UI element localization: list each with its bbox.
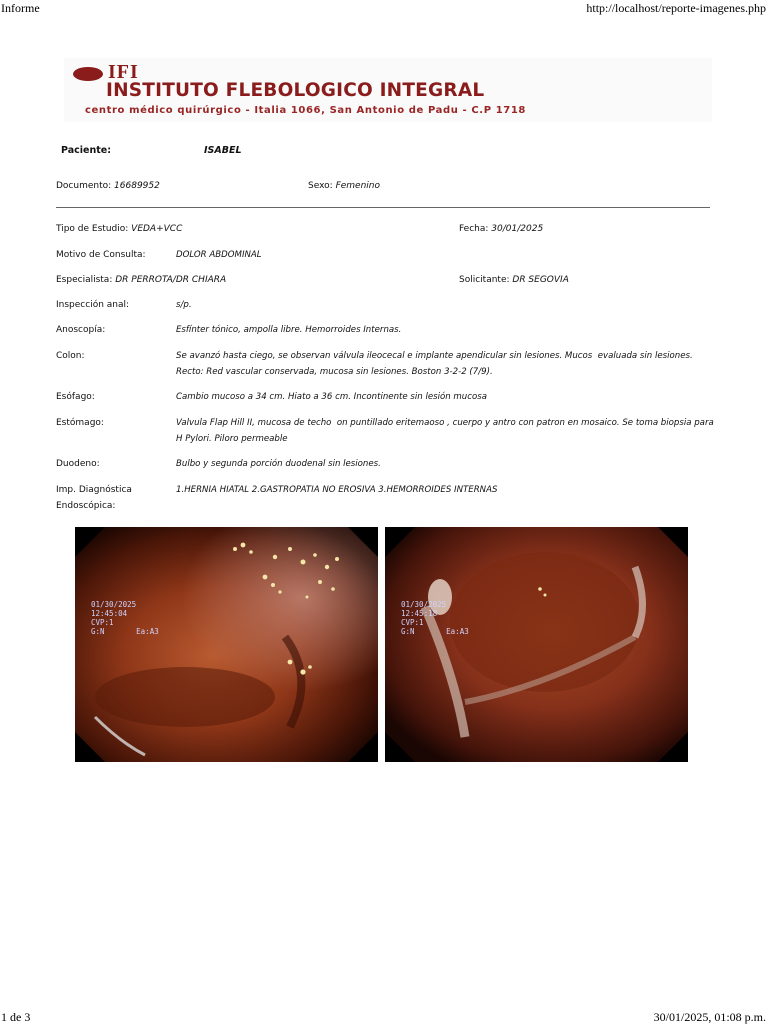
requester-value: DR SEGOVIA bbox=[512, 275, 569, 285]
finding-label: Colon: bbox=[56, 351, 85, 361]
finding-label: Imp. Diagnóstica Endoscópica: bbox=[56, 485, 132, 511]
study-date-value: 30/01/2025 bbox=[491, 224, 544, 234]
finding-value: Cambio mucoso a 34 cm. Hiato a 36 cm. Incontinente sin lesión mucosa bbox=[176, 392, 487, 402]
finding-label: Duodeno: bbox=[56, 459, 100, 469]
institution-logo-banner bbox=[64, 58, 712, 122]
image-overlay-text: 01/30/2025 12:45:04 CVP:1 G:N Ea:A3 bbox=[91, 600, 159, 636]
requester-row bbox=[459, 272, 569, 288]
logo-abbreviation: IFI bbox=[108, 61, 139, 83]
logo-oval-icon bbox=[73, 67, 103, 81]
finding-value: Esfínter tónico, ampolla libre. Hemorroides Internas. bbox=[176, 325, 402, 335]
patient-name-label-row bbox=[61, 143, 111, 159]
finding-label: Anoscopía: bbox=[56, 325, 106, 335]
document-label: Documento: bbox=[56, 181, 112, 191]
specialist-label: Especialista: bbox=[56, 275, 113, 285]
specialist-row bbox=[56, 272, 226, 288]
finding-label: Inspección anal: bbox=[56, 300, 130, 310]
document-number: 16689952 bbox=[114, 181, 160, 191]
finding-value: 1.HERNIA HIATAL 2.GASTROPATIA NO EROSIVA 3.HEMORROIDES INTERNAS bbox=[176, 485, 498, 495]
finding-value: Se avanzó hasta ciego, se observan válvula ileocecal e implante apendicular sin lesiones. Mucos evaluada sin lesiones. Recto: Red vascular conservada, mucosa sin lesiones. Boston 3-2-2 (7/9). bbox=[176, 351, 693, 377]
finding-label: Estómago: bbox=[56, 418, 104, 428]
institution-subtitle: centro médico quirúrgico - Italia 1066, San Antonio de Padu - C.P 1718 bbox=[85, 105, 526, 116]
sex-value: Femenino bbox=[335, 181, 380, 191]
document-row bbox=[56, 178, 160, 194]
sex-row bbox=[308, 178, 380, 194]
requester-label: Solicitante: bbox=[459, 275, 510, 285]
endoscopy-image bbox=[385, 527, 688, 762]
reason-value: DOLOR ABDOMINAL bbox=[176, 250, 262, 260]
patient-name: ISABEL bbox=[204, 145, 242, 156]
patient-name-row bbox=[204, 143, 242, 159]
study-type-value: VEDA+VCC bbox=[131, 224, 183, 234]
study-type-label: Tipo de Estudio: bbox=[56, 224, 129, 234]
page-counter: 1 de 3 bbox=[1, 1010, 31, 1024]
study-type-row bbox=[56, 221, 182, 237]
endoscopy-image bbox=[75, 527, 378, 762]
reason-label: Motivo de Consulta: bbox=[56, 250, 146, 260]
print-datetime: 30/01/2025, 01:08 p.m. bbox=[653, 1010, 766, 1024]
image-overlay-text: 01/30/2025 12:45:18 CVP:1 G:N Ea:A3 bbox=[401, 600, 469, 636]
institution-name: INSTITUTO FLEBOLOGICO INTEGRAL bbox=[106, 80, 485, 101]
specialist-value: DR PERROTA/DR CHIARA bbox=[115, 275, 227, 285]
page-url: http://localhost/reporte-imagenes.php bbox=[586, 1, 766, 15]
sex-label: Sexo: bbox=[308, 181, 333, 191]
endoscopy-photo-1 bbox=[75, 527, 378, 762]
document-title: Informe bbox=[1, 1, 40, 15]
section-divider bbox=[56, 207, 710, 208]
finding-value: Valvula Flap Hill II, mucosa de techo on puntillado eritemaoso , cuerpo y antro con patron en mosaico. Se toma biopsia para H Pylori. Piloro permeable bbox=[176, 418, 714, 444]
finding-value: Bulbo y segunda porción duodenal sin lesiones. bbox=[176, 459, 381, 469]
patient-name-label: Paciente: bbox=[61, 145, 111, 156]
study-date-row bbox=[459, 221, 543, 237]
finding-value: s/p. bbox=[176, 300, 192, 310]
endoscopy-photo-2 bbox=[385, 527, 688, 762]
finding-label: Esófago: bbox=[56, 392, 95, 402]
study-date-label: Fecha: bbox=[459, 224, 489, 234]
